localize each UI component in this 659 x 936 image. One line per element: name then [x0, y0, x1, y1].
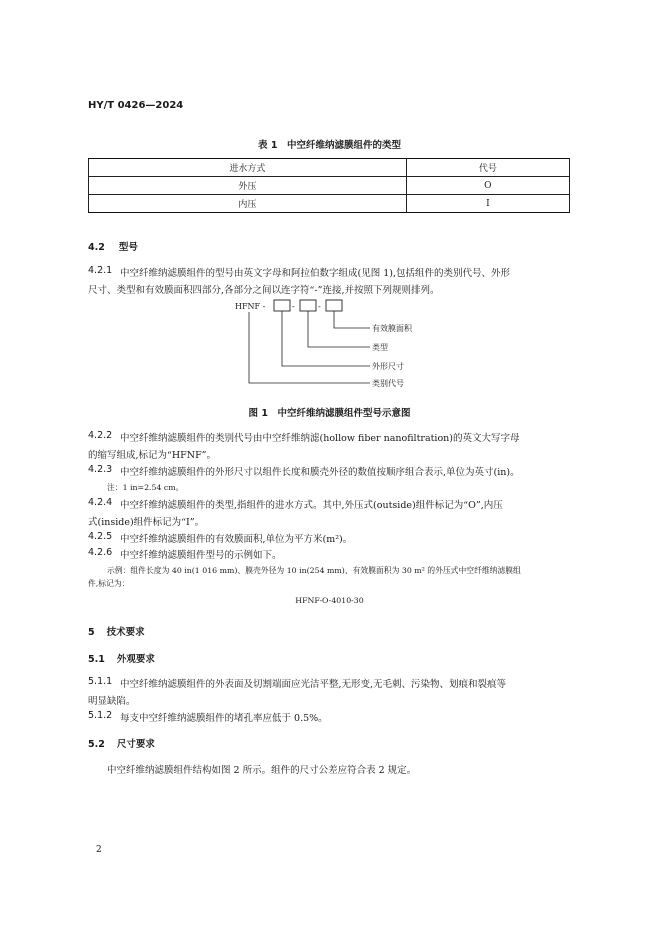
- table-row: [89, 177, 570, 195]
- section-title: 型号: [118, 242, 138, 253]
- table-cell: I: [406, 195, 569, 213]
- paragraph-line: 中空纤维纳滤膜组件的外表面及切割端面应光洁平整,无形变,无毛刺、污染物、划痕和裂痕等: [120, 679, 507, 690]
- table-cell: 外压: [89, 177, 407, 195]
- category-leader-line: [249, 312, 370, 383]
- paragraph-line: 中空纤维纳滤膜组件的类别代号由中空纤维纳滤(hollow fiber nanofiltration)的英文大写字母: [120, 433, 520, 444]
- section-4-2-heading: [88, 239, 138, 253]
- type-box: [300, 300, 316, 311]
- example-code: HFNF-O-4010-30: [295, 596, 364, 605]
- label-size: 外形尺寸: [372, 362, 404, 371]
- label-category: 类别代号: [372, 379, 404, 388]
- label-type: 类型: [372, 343, 388, 352]
- example-line: 示例：组件长度为 40 in(1 016 mm)、膜壳外径为 10 in(254 mm)、有效膜面积为 30 m² 的外压式中空纤维纳滤膜组: [107, 566, 521, 575]
- type-leader-line: [308, 311, 370, 347]
- section-number: 5: [88, 627, 95, 638]
- paragraph-line: 中空纤维纳滤膜组件的有效膜面积,单位为平方米(m²)。: [120, 534, 353, 545]
- table-header-row: [89, 159, 570, 177]
- size-leader-line: [282, 311, 370, 366]
- paragraph-line: 中空纤维纳滤膜组件型号的示例如下。: [120, 550, 282, 561]
- paragraph-line: 的缩写组成,标记为“HFNF”。: [88, 450, 217, 461]
- clause-number: 4.2.5: [88, 531, 113, 542]
- paragraph-line: 中空纤维纳滤膜组件的类型,指组件的进水方式。其中,外压式(outside)组件标记为“O”,内压: [120, 500, 503, 511]
- paragraph-line: 明显缺陷。: [88, 696, 136, 707]
- section-5-1-heading: [88, 651, 155, 665]
- label-effective-area: 有效膜面积: [372, 324, 412, 333]
- section-number: 5.2: [88, 739, 105, 750]
- clause-number: 5.1.1: [88, 676, 113, 687]
- paragraph-line: 尺寸、类型和有效膜面积四部分,各部分之间以连字符“-”连接,并按照下列规则排列。: [88, 285, 440, 296]
- area-leader-line: [334, 311, 370, 328]
- section-title: 技术要求: [106, 627, 145, 638]
- size-box: [274, 300, 290, 311]
- clause-number: 4.2.1: [88, 265, 113, 276]
- diagram-prefix: HFNF -: [235, 302, 266, 311]
- note: 注：1 in=2.54 cm。: [107, 483, 184, 492]
- page-number: 2: [96, 845, 102, 855]
- area-box: [326, 300, 342, 311]
- figure1-caption: 图 1 中空纤维纳滤膜组件型号示意图: [248, 408, 411, 419]
- table-header-cell: 进水方式: [89, 159, 407, 177]
- clause-number: 4.2.3: [88, 464, 113, 475]
- paragraph-line: 中空纤维纳滤膜组件的型号由英文字母和阿拉伯数字组成(见图 1),包括组件的类别代号、外形: [120, 268, 510, 279]
- table-cell: 内压: [89, 195, 407, 213]
- section-title: 尺寸要求: [116, 739, 155, 750]
- paragraph-line: 式(inside)组件标记为“I”。: [88, 517, 205, 528]
- table-cell: O: [406, 177, 569, 195]
- section-number: 4.2: [88, 242, 105, 253]
- table1: [88, 158, 570, 213]
- paragraph-line: 中空纤维纳滤膜组件的外形尺寸以组件长度和膜壳外径的数值按顺序组合表示,单位为英寸(in)。: [120, 467, 520, 478]
- clause-number: 4.2.6: [88, 547, 113, 558]
- model-number-diagram: [225, 296, 435, 396]
- standard-code: HY/T 0426—2024: [88, 100, 184, 111]
- table-row: [89, 195, 570, 213]
- section-number: 5.1: [88, 654, 105, 665]
- paragraph-line: 每支中空纤维纳滤膜组件的堵孔率应低于 0.5%。: [120, 713, 328, 724]
- paragraph-line: 中空纤维纳滤膜组件结构如图 2 所示。组件的尺寸公差应符合表 2 规定。: [107, 765, 417, 776]
- clause-number: 4.2.4: [88, 497, 113, 508]
- clause-number: 5.1.2: [88, 710, 113, 721]
- diagram-dash: -: [318, 302, 321, 311]
- table-header-cell: 代号: [406, 159, 569, 177]
- section-title: 外观要求: [116, 654, 155, 665]
- section-5-2-heading: [88, 736, 155, 750]
- clause-number: 4.2.2: [88, 430, 113, 441]
- section-5-heading: [88, 624, 145, 638]
- diagram-dash: -: [292, 302, 295, 311]
- table1-caption: 表 1 中空纤维纳滤膜组件的类型: [258, 140, 401, 151]
- example-line: 件,标记为：: [88, 579, 130, 588]
